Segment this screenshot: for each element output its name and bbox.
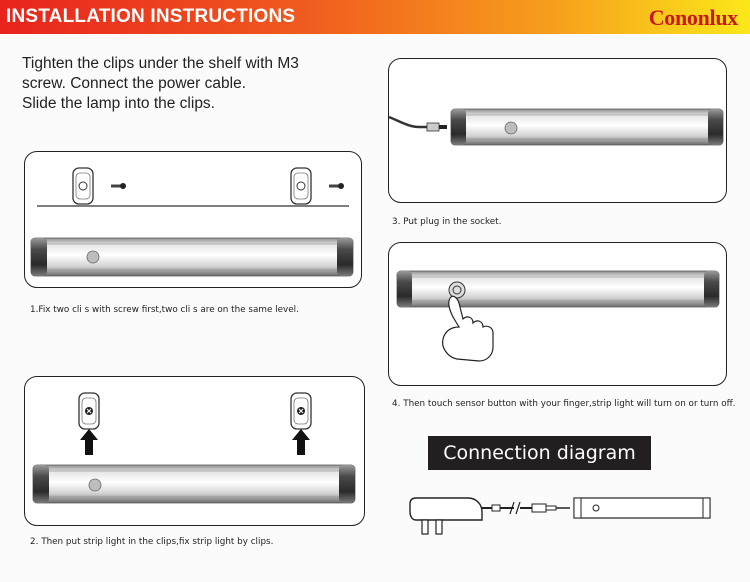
screw-icon <box>111 183 126 189</box>
step-2-panel <box>24 376 365 547</box>
step-1-illustration <box>25 152 361 287</box>
arrow-up-icon <box>292 429 310 455</box>
clip-icon <box>73 168 93 204</box>
connection-diagram-title: Connection diagram <box>428 436 651 470</box>
sensor-button-icon <box>449 282 465 298</box>
power-adapter-icon <box>410 498 482 534</box>
strip-light-icon <box>31 238 353 276</box>
step-3-illustration <box>389 59 726 202</box>
intro-text <box>22 54 352 114</box>
clip-icon <box>79 393 99 429</box>
cable-icon <box>482 502 570 514</box>
intro-line: Tighten the clips under the shelf with M3 <box>22 55 299 72</box>
strip-light-icon <box>574 498 710 518</box>
strip-light-icon <box>451 109 723 145</box>
brand-logo: Cononlux <box>648 5 738 30</box>
step-1-panel <box>24 151 362 315</box>
page-title: INSTALLATION INSTRUCTIONS <box>6 6 296 27</box>
connection-diagram-illustration <box>408 490 738 540</box>
clip-icon <box>291 393 311 429</box>
step-3-panel <box>388 58 727 227</box>
strip-light-icon <box>33 465 355 503</box>
intro-line: screw. Connect the power cable. <box>22 75 247 92</box>
step-3-caption: 3. Put plug in the socket. <box>392 217 502 227</box>
intro-line: Slide the lamp into the clips. <box>22 95 215 112</box>
strip-light-icon <box>397 271 719 307</box>
step-2-illustration <box>25 377 364 525</box>
step-4-panel <box>388 242 736 409</box>
step-1-caption: 1.Fix two cli s with screw first,two cli s are on the same level. <box>30 305 299 315</box>
screw-icon <box>329 183 344 189</box>
step-4-caption: 4. Then touch sensor button with your finger,strip light will turn on or turn off. <box>392 399 736 409</box>
clip-icon <box>291 168 311 204</box>
power-cable-icon <box>389 117 447 131</box>
step-2-caption: 2. Then put strip light in the clips,fix strip light by clips. <box>30 537 274 547</box>
arrow-up-icon <box>80 429 98 455</box>
header-bar <box>0 0 750 34</box>
step-4-illustration <box>389 243 726 385</box>
